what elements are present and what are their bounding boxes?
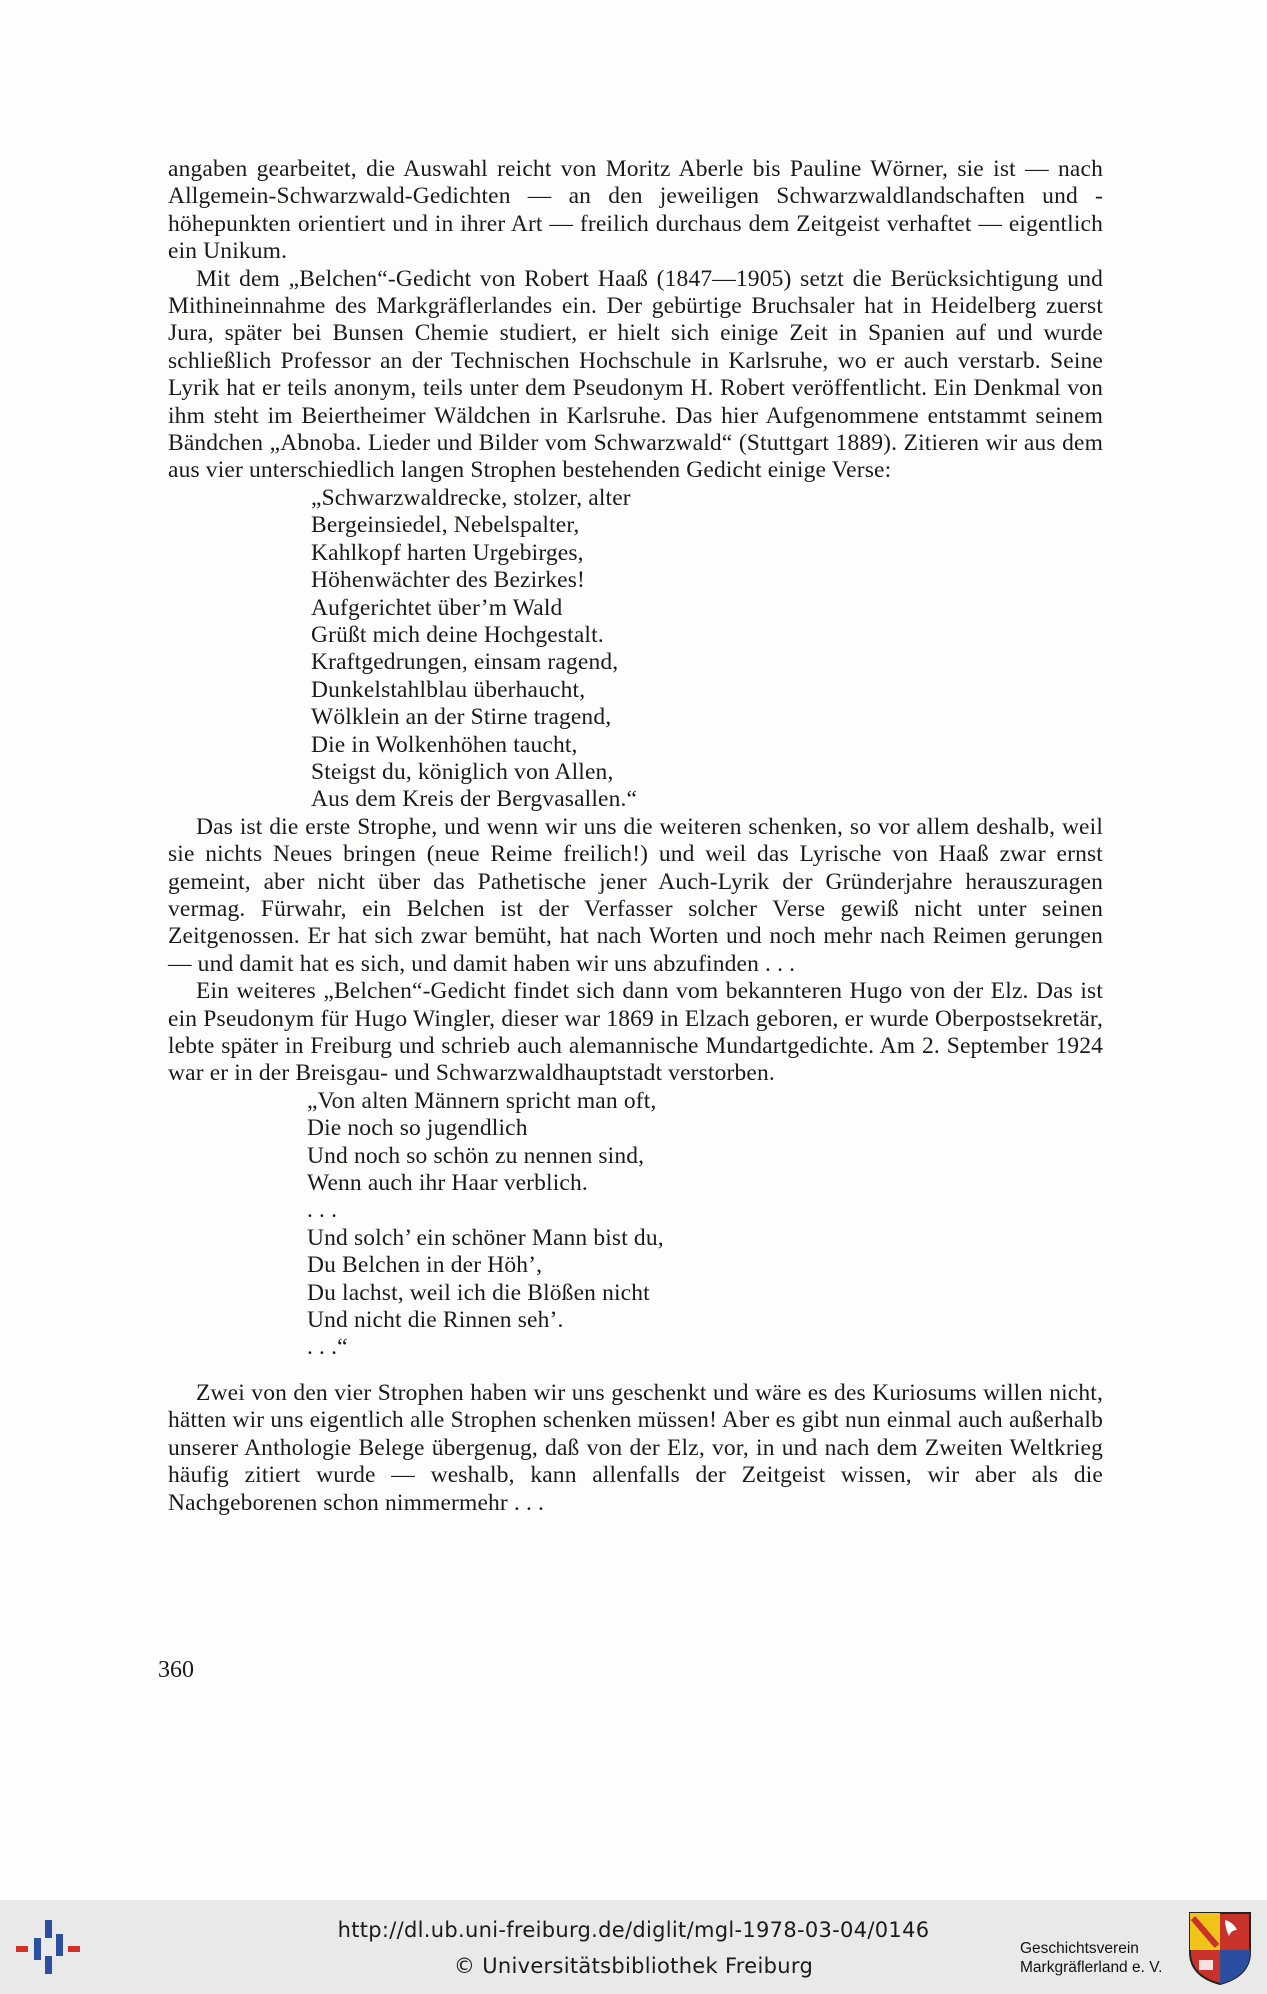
society-name — [1020, 1939, 1162, 1977]
verse-line: Höhenwächter des Bezirkes! — [311, 567, 586, 594]
poem-excerpt-haass — [168, 485, 1103, 814]
verse-line: „Von alten Männern spricht man oft, — [307, 1087, 657, 1114]
verse-line: Du Belchen in der Höh’, — [307, 1252, 543, 1279]
verse-line: Wölklein an der Stirne tragend, — [311, 704, 612, 731]
paragraph: Zwei von den vier Strophen haben wir uns geschenkt und wäre es des Kuriosums willen nicht, hätten wir uns eigentlich alle Strophen schenken müssen! Aber es gibt nun einmal auch außerhalb unserer Anthologie Belege übergenug, daß von der Elz, vor, in und nach dem Zweiten Weltkrieg häufig zitiert wurde — weshalb, kann allenfalls der Zeitgeist wissen, wir aber als die Nachgeborenen schon nimmermehr . . . — [168, 1379, 1103, 1516]
verse-line: Du lachst, weil ich die Blößen nicht — [307, 1279, 650, 1306]
verse-ellipsis: . . .“ — [307, 1334, 348, 1361]
verse-line: Grüßt mich deine Hochgestalt. — [311, 621, 604, 648]
paragraph: angaben gearbeitet, die Auswahl reicht von Moritz Aberle bis Pauline Wörner, sie ist — nach Allgemein-Schwarzwald-Gedichten — an den jeweiligen Schwarzwaldlandschaften und -höhepunkten orientiert und in ihrer Art — freilich durchaus dem Zeitgeist verhaftet — eigentlich ein Unikum. — [168, 156, 1103, 265]
verse-line: Bergeinsiedel, Nebelspalter, — [311, 512, 580, 539]
permalink-url[interactable]: http://dl.ub.uni-freiburg.de/diglit/mgl-1978-03-04/0146 — [337, 1918, 930, 1942]
verse-line: Wenn auch ihr Haar verblich. — [307, 1170, 588, 1197]
verse-line: Die noch so jugendlich — [307, 1115, 528, 1142]
verse-line: Und solch’ ein schöner Mann bist du, — [307, 1224, 664, 1251]
verse-line: Dunkelstahlblau überhaucht, — [311, 676, 586, 703]
verse-line: Aus dem Kreis der Bergvasallen.“ — [311, 786, 638, 813]
paragraph: Ein weiteres „Belchen“-Gedicht findet sich dann vom bekannteren Hugo von der Elz. Das ist ein Pseudonym für Hugo Wingler, dieser war 1869 in Elzach geboren, er wurde Oberpostsekretär, lebte später in Freiburg und schrieb auch alemannische Mundartgedichte. Am 2. September 1924 war er in der Breisgau- und Schwarzwaldhauptstadt verstorben. — [168, 978, 1103, 1087]
page-number: 360 — [158, 1657, 194, 1683]
verse-ellipsis: . . . — [307, 1197, 338, 1224]
page-text — [168, 156, 1103, 1517]
copyright-notice: © Universitätsbibliothek Freiburg — [453, 1954, 814, 1978]
paragraph: Mit dem „Belchen“-Gedicht von Robert Haaß (1847—1905) setzt die Berücksichtigung und Mithineinnahme des Markgräflerlandes ein. Der gebürtige Bruchsaler hat in Heidelberg zuerst Jura, später bei Bunsen Chemie studiert, er hielt sich einige Zeit in Spanien auf und wurde schließlich Professor an der Technischen Hochschule in Karlsruhe, wo er auch verstarb. Seine Lyrik hat er teils anonym, teils unter dem Pseudonym H. Robert veröffentlicht. Ein Denkmal von ihm steht im Beiertheimer Wäldchen in Karlsruhe. Das hier Aufgenommene entstammt seinem Bändchen „Abnoba. Lieder und Bilder vom Schwarzwald“ (Stuttgart 1889). Zitieren wir aus dem aus vier unterschiedlich langen Strophen bestehenden Gedicht einige Verse: — [168, 265, 1103, 484]
verse-line: Die in Wolkenhöhen taucht, — [311, 731, 578, 758]
spacer — [168, 1362, 1103, 1380]
verse-line: Steigst du, königlich von Allen, — [311, 758, 614, 785]
verse-line: Kraftgedrungen, einsam ragend, — [311, 649, 619, 676]
coat-of-arms-icon[interactable] — [1187, 1910, 1253, 1986]
poem-excerpt-elz — [168, 1088, 1103, 1362]
society-line: Geschichtsverein — [1020, 1940, 1139, 1957]
verse-line: Und nicht die Rinnen seh’. — [307, 1307, 564, 1334]
verse-line: Und noch so schön zu nennen sind, — [307, 1142, 645, 1169]
verse-line: „Schwarzwaldrecke, stolzer, alter — [311, 484, 631, 511]
society-line: Markgräflerland e. V. — [1020, 1959, 1163, 1976]
verse-line: Aufgerichtet über’m Wald — [311, 594, 563, 621]
paragraph: Das ist die erste Strophe, und wenn wir uns die weiteren schenken, so vor allem deshalb, weil sie nichts Neues bringen (neue Reime freilich!) und weil das Lyrische von Haaß zwar ernst gemeint, aber nicht über das Pathetische jener Auch-Lyrik der Gründerjahre herauszuragen vermag. Fürwahr, ein Belchen ist der Verfasser solcher Verse gewiß nicht unter seinen Zeitgenossen. Er hat sich zwar bemüht, hat nach Worten und noch mehr nach Reimen gerungen — und damit hat es sich, und damit haben wir uns abzufinden . . . — [168, 813, 1103, 977]
verse-line: Kahlkopf harten Urgebirges, — [311, 539, 584, 566]
viewer-footer — [0, 1900, 1267, 1994]
